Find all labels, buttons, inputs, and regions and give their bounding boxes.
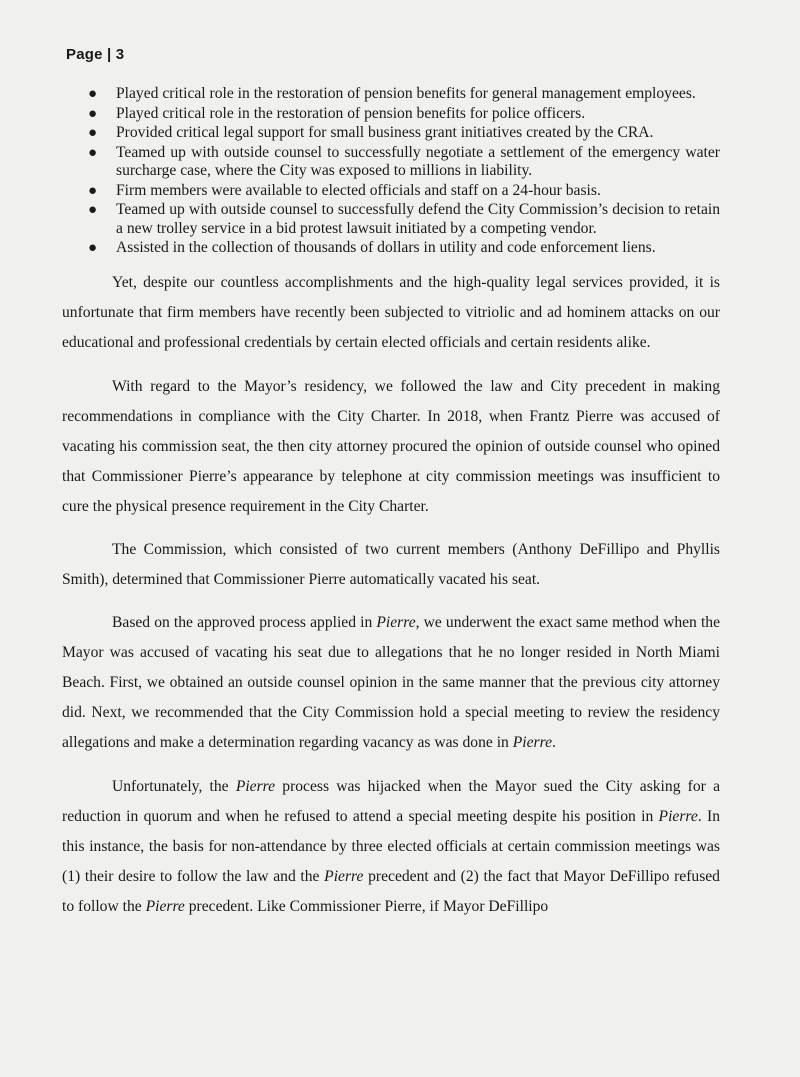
- bullet-icon: ●: [88, 240, 98, 256]
- paragraph-accomplishments: Yet, despite our countless accomplishments and the high-quality legal services provided, it is unfortunate that firm members have recently been subjected to vitriolic and ad hominem attacks on our educational and professional credentials by certain elected officials and certain residents alike.: [62, 273, 720, 351]
- accomplishments-list: [62, 85, 720, 258]
- list-item: ● Teamed up with outside counsel to successfully defend the City Commission’s decision to retain a new trolley service in a bid protest lawsuit initiated by a competing vendor.: [88, 201, 720, 237]
- bullet-icon: ●: [88, 144, 98, 161]
- paragraph-process: Based on the approved process applied in Pierre, we underwent the exact same method when the Mayor was accused of vacating his seat due to allegations that he no longer resided in North Miami Beach. First, we obtained an outside counsel opinion in the same manner that the previous city attorney did. Next, we recommended that the City Commission hold a special meeting to review the residency allegations and make a determination regarding vacancy as was done in Pierre.: [62, 613, 721, 751]
- paragraph-commission: The Commission, which consisted of two current members (Anthony DeFillipo and Phyllis Smith), determined that Commissioner Pierre automatically vacated his seat.: [62, 540, 720, 588]
- bullet-icon: ●: [88, 202, 98, 218]
- bullet-icon: ●: [88, 125, 98, 141]
- paragraph-residency: With regard to the Mayor’s residency, we followed the law and City precedent in making recommendations in compliance with the City Charter. In 2018, when Frantz Pierre was accused of vacating his commission seat, the then city attorney procured the opinion of outside counsel who opined that Commissioner Pierre’s appearance by telephone at city commission meetings was insufficient to cure the physical presence requirement in the City Charter.: [62, 377, 720, 515]
- list-item: ● Provided critical legal support for small business grant initiatives created by the CRA.: [88, 124, 654, 141]
- list-item: ● Firm members were available to elected officials and staff on a 24-hour basis.: [88, 181, 601, 199]
- list-item: ● Played critical role in the restoration of pension benefits for general management employees.: [88, 85, 696, 102]
- list-item: ● Assisted in the collection of thousands of dollars in utility and code enforcement liens.: [88, 239, 656, 256]
- list-item: ● Teamed up with outside counsel to successfully negotiate a settlement of the emergency water surcharge case, where the City was exposed to millions in liability.: [88, 143, 720, 179]
- bullet-icon: ●: [88, 182, 98, 199]
- list-item: ● Played critical role in the restoration of pension benefits for police officers.: [88, 104, 586, 122]
- bullet-icon: ●: [88, 86, 98, 102]
- page-number-header: Page | 3: [66, 46, 125, 63]
- bullet-icon: ●: [88, 105, 98, 122]
- paragraph-hijacked: Unfortunately, the Pierre process was hijacked when the Mayor sued the City asking for a reduction in quorum and when he refused to attend a special meeting despite his position in Pierre. In this instance, the basis for non-attendance by three elected officials at certain commission meetings was (1) their desire to follow the law and the Pierre precedent and (2) the fact that Mayor DeFillipo refused to follow the Pierre precedent. Like Commissioner Pierre, if Mayor DeFillipo: [62, 777, 720, 915]
